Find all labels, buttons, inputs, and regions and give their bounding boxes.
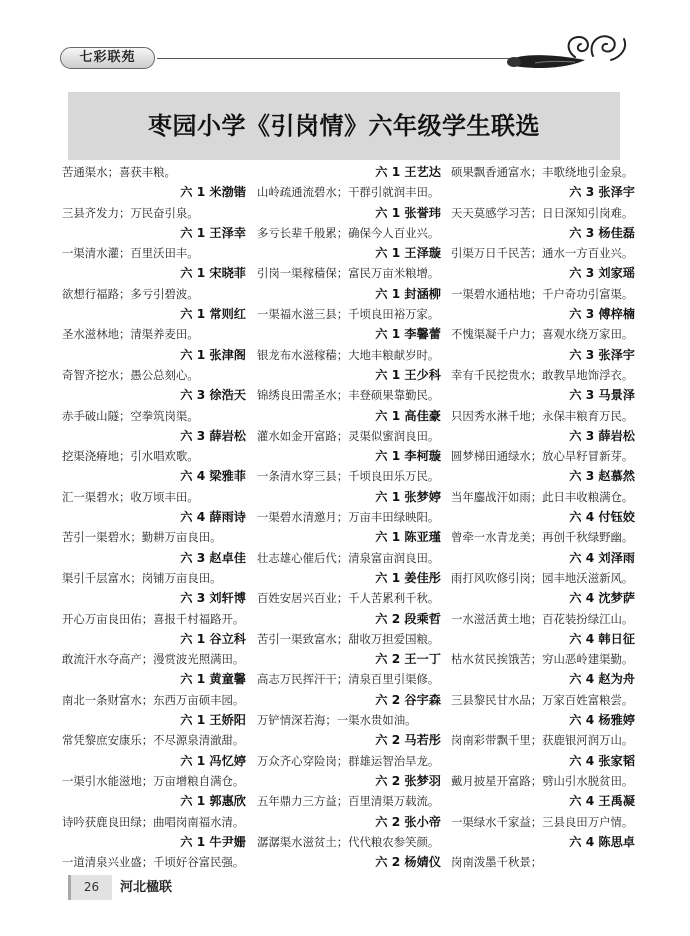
couplet-line: 苦引一渠致富水；甜收万担爱国粮。 bbox=[257, 631, 440, 646]
author-line: 六 3 赵慕然 bbox=[569, 469, 635, 484]
author-line: 六 2 杨婧仪 bbox=[375, 855, 441, 870]
couplet-line: 圆梦梯田通绿水；放心旱籽冒新芽。 bbox=[451, 449, 634, 464]
couplet-line: 银龙布水滋稼穑；大地丰粮献岁时。 bbox=[257, 347, 440, 362]
couplet-line: 一渠碧水通枯地；千户奇功引富渠。 bbox=[451, 286, 634, 301]
author-line: 六 1 宋晓菲 bbox=[180, 266, 246, 281]
author-line: 六 3 杨佳磊 bbox=[569, 225, 635, 240]
author-line: 六 1 张誉玮 bbox=[375, 205, 441, 220]
couplet-line: 硕果飘香通富水；丰歌绕地引金泉。 bbox=[451, 165, 634, 179]
author-line: 六 1 张梦婷 bbox=[375, 489, 441, 504]
couplet-line: 一渠福水滋三县；千顷良田裕万家。 bbox=[257, 307, 440, 322]
author-line: 六 1 王泽幸 bbox=[180, 225, 246, 240]
author-line: 六 2 谷宇森 bbox=[375, 692, 441, 707]
couplet-line: 灌水如金开富路；灵渠似蜜润良田。 bbox=[257, 428, 440, 443]
couplet-line: 曾牵一水青龙美；再创千秋绿野幽。 bbox=[451, 530, 634, 545]
couplet-line: 三县黎民甘水品；万家百姓富粮尝。 bbox=[451, 692, 634, 707]
author-line: 六 1 黄童馨 bbox=[180, 672, 246, 687]
author-line: 六 3 薛岩松 bbox=[180, 428, 246, 443]
couplet-line: 不愧渠凝千户力；喜观水绕万家田。 bbox=[451, 327, 634, 342]
couplet-line: 一道清泉兴业盛；千顷好谷富民强。 bbox=[62, 855, 245, 870]
couplet-line: 开心万亩良田佑；喜报千村福路开。 bbox=[62, 611, 245, 626]
couplet-line: 雨打风吹修引岗；园丰地沃滋新风。 bbox=[451, 570, 634, 585]
couplet-line: 一渠引水能滋地；万亩增粮自满仓。 bbox=[62, 773, 245, 788]
author-line: 六 1 冯忆婷 bbox=[180, 753, 246, 768]
page-title: 枣园小学《引岗情》六年级学生联选 bbox=[148, 112, 540, 140]
author-line: 六 4 张家韬 bbox=[569, 753, 635, 768]
author-line: 六 4 陈思卓 bbox=[569, 834, 635, 849]
couplet-line: 汇一渠碧水；收万顷丰田。 bbox=[62, 489, 199, 504]
couplet-line: 一渠清水灌；百里沃田丰。 bbox=[62, 246, 199, 261]
couplet-line: 苦通渠水；喜获丰粮。 bbox=[62, 165, 176, 179]
couplet-line: 岗南泼墨千秋景； bbox=[451, 855, 543, 870]
author-line: 六 3 马景泽 bbox=[569, 388, 635, 403]
ink-brush-ornament-icon bbox=[505, 30, 630, 76]
author-line: 六 2 段乘哲 bbox=[375, 611, 441, 626]
author-line: 六 1 姜佳彤 bbox=[375, 570, 441, 585]
author-line: 六 4 韩日征 bbox=[569, 631, 635, 646]
author-line: 六 3 薛岩松 bbox=[569, 428, 635, 443]
couplet-line: 锦绣良田需圣水；丰登硕果靠勤民。 bbox=[257, 388, 440, 403]
couplet-line: 苦引一渠碧水；勤耕万亩良田。 bbox=[62, 530, 222, 545]
couplet-line: 枯水贫民挨饿苦；穷山恶岭建渠勤。 bbox=[451, 652, 634, 667]
couplet-line: 常凭黎庶安康乐；不尽源泉清澈甜。 bbox=[62, 733, 245, 748]
couplet-line: 欲想行福路；多亏引碧波。 bbox=[62, 286, 199, 301]
couplet-line: 戴月披星开富路；劈山引水脱贫田。 bbox=[451, 773, 634, 788]
couplet-column-1 bbox=[62, 162, 246, 872]
couplet-line: 五年鼎力三方益；百里清渠万载流。 bbox=[257, 794, 440, 809]
author-line: 六 4 薛雨诗 bbox=[180, 510, 246, 525]
couplet-column-3 bbox=[451, 162, 635, 872]
author-line: 六 2 张小帝 bbox=[375, 814, 441, 829]
author-line: 六 1 王泽璇 bbox=[375, 246, 441, 261]
couplet-line: 敢流汗水夺高产；漫赏波光照满田。 bbox=[62, 652, 245, 667]
section-tab: 七彩联苑 bbox=[60, 47, 155, 69]
author-line: 六 4 赵为舟 bbox=[569, 672, 635, 687]
author-line: 六 1 王少科 bbox=[375, 367, 441, 382]
couplet-line: 一渠绿水千家益；三县良田万户情。 bbox=[451, 814, 634, 829]
author-line: 六 3 傅梓楠 bbox=[569, 307, 635, 322]
couplet-line: 挖渠浇瘠地；引水唱欢歌。 bbox=[62, 449, 199, 464]
couplet-line: 万铲情深若海；一渠水贵如油。 bbox=[257, 713, 417, 728]
couplet-line: 渠引千层富水；岗铺万亩良田。 bbox=[62, 570, 222, 585]
author-line: 六 1 李馨蕾 bbox=[375, 327, 441, 342]
couplet-line: 当年鏖战汗如雨；此日丰收粮满仓。 bbox=[451, 489, 634, 504]
couplet-line: 赤手破山隧；空拳筑岗渠。 bbox=[62, 408, 199, 423]
couplet-line: 诗吟获鹿良田绿；曲唱岗南福水清。 bbox=[62, 814, 245, 829]
author-line: 六 3 张泽宇 bbox=[569, 347, 635, 362]
author-line: 六 2 王一丁 bbox=[375, 652, 441, 667]
couplet-line: 山岭疏通流碧水；干群引就润丰田。 bbox=[257, 185, 440, 200]
author-line: 六 3 刘家瑶 bbox=[569, 266, 635, 281]
author-line: 六 1 牛尹姗 bbox=[180, 834, 246, 849]
author-line: 六 2 马若彤 bbox=[375, 733, 441, 748]
couplet-line: 一水滋活黄土地；百花装扮绿江山。 bbox=[451, 611, 634, 626]
author-line: 六 2 张梦羽 bbox=[375, 773, 441, 788]
couplet-line: 三县齐发力；万民奋引泉。 bbox=[62, 205, 199, 220]
couplet-line: 奇智齐挖水；愚公总刻心。 bbox=[62, 367, 199, 382]
author-line: 六 4 沈梦萨 bbox=[569, 591, 635, 606]
couplet-line: 一条清水穿三县；千顷良田乐万民。 bbox=[257, 469, 440, 484]
author-line: 六 1 王艺达 bbox=[375, 165, 441, 179]
author-line: 六 1 王娇阳 bbox=[180, 713, 246, 728]
author-line: 六 3 张泽宇 bbox=[569, 185, 635, 200]
author-line: 六 4 付钰姣 bbox=[569, 510, 635, 525]
author-line: 六 3 赵卓佳 bbox=[180, 550, 246, 565]
author-line: 六 1 封涵柳 bbox=[375, 286, 441, 301]
couplet-line: 引渠万日千民苦；通水一方百业兴。 bbox=[451, 246, 634, 261]
author-line: 六 1 米渤锴 bbox=[180, 185, 246, 200]
author-line: 六 1 高佳豪 bbox=[375, 408, 441, 423]
author-line: 六 1 谷立科 bbox=[180, 631, 246, 646]
author-line: 六 1 张津阁 bbox=[180, 347, 246, 362]
author-line: 六 4 杨雅婷 bbox=[569, 713, 635, 728]
magazine-name: 河北楹联 bbox=[120, 880, 173, 895]
couplet-line: 幸有千民挖贵水；敢教旱地饰浮衣。 bbox=[451, 367, 634, 382]
couplet-line: 天天莫感学习苦；日日深知引岗难。 bbox=[451, 205, 634, 220]
couplet-line: 圣水滋林地；清渠养麦田。 bbox=[62, 327, 199, 342]
couplet-line: 南北一条财富水；东西万亩硕丰园。 bbox=[62, 692, 245, 707]
author-line: 六 1 陈亚瑾 bbox=[375, 530, 441, 545]
author-line: 六 3 刘轩博 bbox=[180, 591, 246, 606]
author-line: 六 4 梁雅菲 bbox=[180, 469, 246, 484]
couplet-line: 岗南彩带飘千里；获鹿银河润万山。 bbox=[451, 733, 634, 748]
couplet-line: 万众齐心穿险岗；群雄运智治旱龙。 bbox=[257, 753, 440, 768]
couplet-line: 百姓安居兴百业；千人苦累利千秋。 bbox=[257, 591, 440, 606]
couplet-line: 只因秀水淋千地；永保丰粮育万民。 bbox=[451, 408, 634, 423]
couplet-line: 高志万民挥汗干；清泉百里引渠修。 bbox=[257, 672, 440, 687]
couplet-line: 多亏长辈千般累；确保今人百业兴。 bbox=[257, 225, 440, 240]
author-line: 六 4 刘泽雨 bbox=[569, 550, 635, 565]
author-line: 六 1 郭惠欣 bbox=[180, 794, 246, 809]
couplet-line: 一渠碧水清邀月；万亩丰田绿映阳。 bbox=[257, 510, 440, 525]
author-line: 六 1 常则红 bbox=[180, 307, 246, 322]
title-box bbox=[68, 92, 620, 160]
header-rule bbox=[157, 58, 512, 59]
couplet-line: 引岗一渠稼穑保；富民万亩米粮增。 bbox=[257, 266, 440, 281]
couplet-line: 潺潺渠水滋贫土；代代粮农参笑颜。 bbox=[257, 834, 440, 849]
author-line: 六 3 徐浩天 bbox=[180, 388, 246, 403]
page-number: 26 bbox=[68, 875, 112, 900]
couplet-column-2 bbox=[257, 162, 441, 872]
author-line: 六 1 李柯璇 bbox=[375, 449, 441, 464]
author-line: 六 4 王禹凝 bbox=[569, 794, 635, 809]
couplet-line: 壮志雄心催后代；清泉富亩润良田。 bbox=[257, 550, 440, 565]
